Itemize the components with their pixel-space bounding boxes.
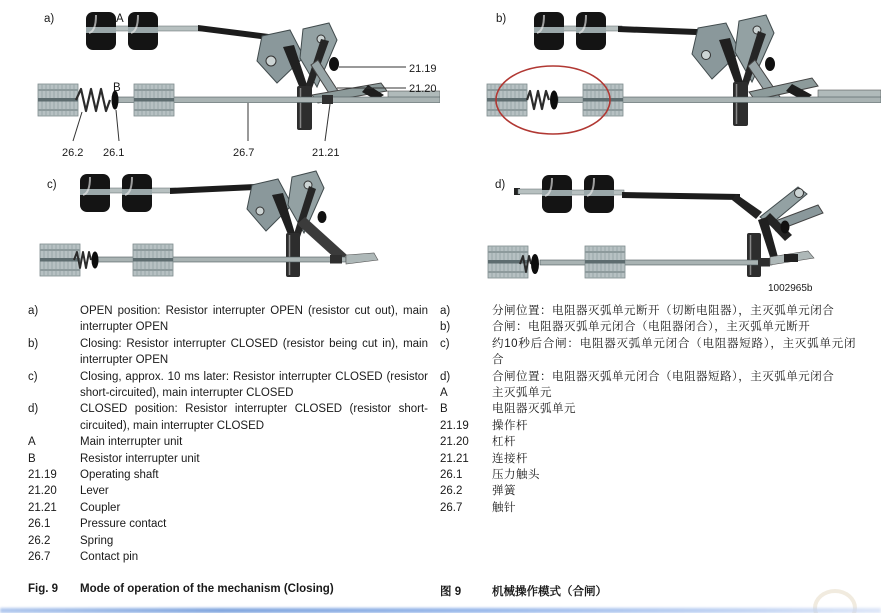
- spring-shape: [76, 89, 110, 111]
- legend-key: 26.2: [440, 485, 463, 498]
- legend-row: [28, 516, 428, 532]
- legend-row: [440, 483, 856, 499]
- callout-21-19: 21.19: [409, 63, 437, 75]
- legend-row: [440, 434, 856, 450]
- panel-c-diagram: [0, 165, 440, 300]
- panel-b-label: b): [496, 13, 507, 25]
- pressure-contact-shape: [92, 252, 99, 269]
- callout-26-1: 26.1: [103, 147, 125, 159]
- legend-text: Coupler: [80, 501, 121, 514]
- legend-text: OPEN position: Resistor interrupter OPEN (resistor cut out), main interrupter OPEN: [80, 305, 428, 334]
- legend-text: 电阻器灭弧单元: [492, 403, 576, 416]
- legend-key: A: [28, 436, 36, 449]
- pressure-contact-shape: [550, 91, 558, 110]
- legend-key: 21.20: [440, 436, 469, 449]
- legend-row: [440, 385, 856, 401]
- legend-key: a): [28, 305, 39, 317]
- legend-text: 连接杆: [492, 452, 528, 465]
- legend-text: Operating shaft: [80, 469, 159, 482]
- legend-row: [28, 451, 428, 467]
- image-id-text: 1002965b: [768, 283, 813, 294]
- figure-caption-english: [28, 583, 433, 595]
- legend-text: Closing: Resistor interrupter CLOSED (resistor being cut in), main interrupter OPEN: [80, 337, 428, 367]
- leader-lines: [73, 67, 406, 141]
- legend-row: [28, 303, 428, 336]
- legend-row: [28, 483, 428, 499]
- legend-key: b): [28, 337, 39, 350]
- legend-text: 触针: [492, 501, 516, 514]
- legend-key: 21.19: [440, 419, 469, 432]
- legend-text: Pressure contact: [80, 518, 167, 531]
- legend-row: [440, 303, 856, 319]
- legend-row: [440, 451, 856, 467]
- figure-caption-chinese: [440, 583, 860, 599]
- legend-text: Main interrupter unit: [80, 436, 183, 449]
- legend-key: B: [440, 403, 448, 416]
- legend-chinese: [440, 303, 856, 516]
- resistor-interrupter-assembly: [488, 246, 814, 278]
- pressure-contact-shape: [531, 254, 539, 274]
- legend-key: 21.20: [28, 485, 57, 498]
- legend-text: 合闸位置：电阻器灭弧单元闭合（电阻器短路），主灭弧单元闭合: [492, 370, 835, 383]
- legend-key: A: [440, 387, 448, 400]
- legend-english: [28, 303, 428, 566]
- unit-b-label: B: [113, 82, 121, 94]
- legend-key: d): [28, 403, 39, 416]
- legend-row: [28, 533, 428, 549]
- legend-row: [28, 467, 428, 483]
- legend-text: 分闸位置：电阻器灭弧单元断开（切断电阻器），主灭弧单元闭合: [492, 305, 835, 317]
- legend-text: Resistor interrupter unit: [80, 452, 200, 465]
- legend-text: Closing, approx. 10 ms later: Resistor interrupter CLOSED (resistor short-circuited), main interrupter CLOSED: [80, 370, 428, 400]
- legend-row: [28, 401, 428, 434]
- legend-text: Lever: [80, 485, 109, 498]
- panel-a-diagram: [0, 0, 440, 165]
- legend-row: [28, 500, 428, 516]
- legend-text: 杠杆: [492, 436, 516, 449]
- legend-key: 21.19: [28, 469, 57, 482]
- legend-row: [440, 369, 856, 385]
- resistor-interrupter-assembly: [487, 84, 881, 116]
- legend-text: 约10秒后合闸：电阻器灭弧单元闭合（电阻器短路），主灭弧单元闭合: [492, 337, 856, 367]
- legend-row: [440, 500, 856, 516]
- legend-key: b): [440, 321, 451, 334]
- legend-key: a): [440, 305, 451, 317]
- callout-21-20: 21.20: [409, 83, 437, 95]
- legend-key: d): [440, 370, 451, 383]
- callout-26-2: 26.2: [62, 147, 84, 159]
- callout-26-7: 26.7: [233, 147, 255, 159]
- panel-c-label: c): [47, 179, 57, 191]
- panel-a-label: a): [44, 13, 55, 25]
- legend-text: 主灭弧单元: [492, 387, 552, 400]
- figure-number: 图 9: [440, 586, 462, 598]
- spring-shape: [527, 91, 549, 109]
- legend-key: 26.7: [28, 551, 51, 564]
- legend-row: [440, 336, 856, 369]
- legend-row: [28, 434, 428, 450]
- legend-key: 26.2: [28, 534, 51, 547]
- legend-key: 21.21: [440, 452, 469, 465]
- legend-text: 操作杆: [492, 419, 528, 432]
- figure-title: Mode of operation of the mechanism (Closing): [80, 583, 334, 595]
- legend-key: 26.1: [28, 518, 51, 531]
- unit-a-label: A: [116, 13, 124, 25]
- legend-key: B: [28, 452, 36, 465]
- legend-key: c): [28, 370, 38, 383]
- figure-title: 机械操作模式（合闸）: [492, 586, 607, 598]
- legend-row: [440, 467, 856, 483]
- legend-row: [28, 549, 428, 565]
- legend-row: [28, 369, 428, 402]
- legend-key: 26.7: [440, 501, 463, 514]
- legend-row: [440, 418, 856, 434]
- legend-row: [440, 319, 856, 335]
- legend-text: CLOSED position: Resistor interrupter CLOSED (resistor short-circuited), main interrupter CLOSED: [80, 403, 428, 432]
- legend-key: 26.1: [440, 469, 463, 482]
- legend-row: [28, 336, 428, 369]
- legend-key: 21.21: [28, 501, 57, 514]
- legend-text: 合闸：电阻器灭弧单元闭合（电阻器闭合），主灭弧单元断开: [492, 321, 811, 334]
- legend-row: [440, 401, 856, 417]
- callout-21-21: 21.21: [312, 147, 340, 159]
- bottom-artifact-bar: [0, 608, 881, 613]
- legend-text: Spring: [80, 534, 114, 547]
- panel-b-diagram: [440, 0, 881, 165]
- legend-text: 压力触头: [492, 469, 540, 482]
- legend-text: 弹簧: [492, 485, 516, 498]
- legend-text: Contact pin: [80, 551, 139, 564]
- legend-key: c): [440, 337, 450, 350]
- panel-d-diagram: [440, 165, 881, 300]
- figure-number: Fig. 9: [28, 583, 59, 595]
- panel-d-label: d): [495, 179, 506, 191]
